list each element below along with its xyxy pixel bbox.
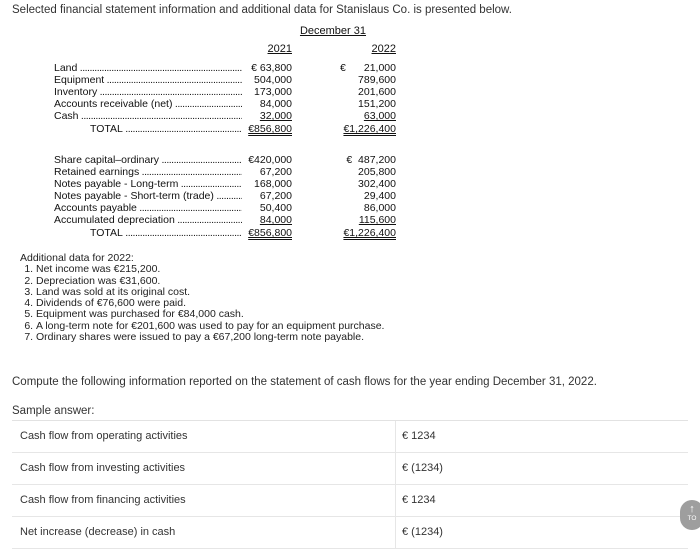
value-2022: 86,000	[363, 202, 396, 214]
sample-label: Sample answer:	[12, 405, 95, 417]
value-2021: 173,000	[254, 86, 292, 98]
row-label: Cash flow from financing activities	[20, 494, 186, 506]
value-2021: 32,000	[259, 110, 292, 122]
value-2021: 504,000	[254, 74, 292, 86]
row-label: Land .....	[54, 62, 242, 74]
value-2022: 789,600	[358, 74, 396, 86]
intro-text: Selected financial statement information and additional data for Stanislaus Co. is presented below.	[12, 4, 512, 16]
equity-row	[0, 190, 700, 202]
sample-answer-table	[12, 420, 688, 549]
total-label: TOTAL .....	[90, 123, 242, 135]
row-label: Notes payable - Long-term .....	[54, 178, 242, 190]
value-2022: € 487,200	[346, 154, 396, 166]
equity-row	[0, 202, 700, 214]
equity-row	[0, 166, 700, 178]
equity-row	[0, 178, 700, 190]
value-2021: 67,200	[259, 166, 292, 178]
column-divider	[395, 453, 396, 484]
scroll-to-top-button[interactable]	[680, 500, 700, 530]
column-divider	[395, 485, 396, 516]
list-item: 1. Net income was €215,200.	[36, 264, 384, 275]
date-header: December 31	[299, 25, 367, 37]
value-2022: 29,400	[363, 190, 396, 202]
table-row	[12, 517, 688, 549]
additional-title: Additional data for 2022:	[20, 252, 134, 264]
list-item: 3. Land was sold at its original cost.	[36, 287, 384, 298]
total-label: TOTAL .....	[90, 227, 242, 239]
value-2022: 302,400	[358, 178, 396, 190]
list-item: 6. A long-term note for €201,600 was used to pay for an equipment purchase.	[36, 321, 384, 332]
row-label: Share capital–ordinary .....	[54, 154, 242, 166]
asset-row	[0, 62, 700, 74]
value-2022: 201,600	[358, 86, 396, 98]
value-2022: 115,600	[358, 214, 396, 226]
list-item: 4. Dividends of €76,600 were paid.	[36, 298, 384, 309]
value-2022: 151,200	[358, 98, 396, 110]
row-label: Accounts receivable (net) .....	[54, 98, 242, 110]
asset-row	[0, 98, 700, 110]
year-2022-header: 2022	[371, 43, 396, 55]
total-2022: €1,226,400	[343, 227, 396, 239]
row-value: € (1234)	[402, 526, 443, 538]
column-divider	[395, 421, 396, 452]
arrow-up-icon: ↑	[689, 503, 695, 515]
table-row	[12, 485, 688, 517]
value-2021: 84,000	[259, 98, 292, 110]
value-2021: 84,000	[259, 214, 292, 226]
row-label: Inventory .....	[54, 86, 242, 98]
value-2022: 205,800	[358, 166, 396, 178]
row-label: Cash flow from operating activities	[20, 430, 188, 442]
row-label: Notes payable - Short-term (trade) .....	[54, 190, 242, 202]
row-label: Accumulated depreciation .....	[54, 214, 242, 226]
value-2021: 50,400	[259, 202, 292, 214]
equity-row	[0, 214, 700, 226]
list-item: 7. Ordinary shares were issued to pay a €67,200 long-term note payable.	[36, 332, 384, 343]
row-label: Cash .....	[54, 110, 242, 122]
additional-data	[20, 253, 384, 343]
table-row	[12, 421, 688, 453]
row-label: Net increase (decrease) in cash	[20, 526, 176, 538]
value-2022: 21,000	[363, 62, 396, 74]
row-label: Accounts payable .....	[54, 202, 242, 214]
currency-symbol: €	[340, 62, 346, 74]
row-value: € 1234	[402, 494, 436, 506]
asset-total-row	[0, 123, 700, 135]
list-item: 5. Equipment was purchased for €84,000 cash.	[36, 309, 384, 320]
value-2021: 67,200	[259, 190, 292, 202]
total-2022: €1,226,400	[343, 123, 396, 135]
value-2021: 168,000	[254, 178, 292, 190]
total-2021: €856,800	[248, 123, 292, 135]
value-2021: € 63,800	[251, 62, 292, 74]
asset-row	[0, 86, 700, 98]
equity-total-row	[0, 227, 700, 239]
asset-row	[0, 110, 700, 122]
row-label: Cash flow from investing activities	[20, 462, 186, 474]
asset-row	[0, 74, 700, 86]
list-item: 2. Depreciation was €31,600.	[36, 276, 384, 287]
additional-list	[20, 264, 384, 343]
question-text: Compute the following information reported on the statement of cash flows for the year ending December 31, 2022.	[12, 376, 597, 388]
year-2021-header: 2021	[267, 43, 292, 55]
value-2021: €420,000	[248, 154, 292, 166]
scroll-top-label: TO	[687, 515, 697, 522]
equity-row	[0, 154, 700, 166]
row-value: € (1234)	[402, 462, 443, 474]
column-divider	[395, 517, 396, 548]
row-label: Equipment .....	[54, 74, 242, 86]
table-row	[12, 453, 688, 485]
total-2021: €856,800	[248, 227, 292, 239]
row-value: € 1234	[402, 430, 436, 442]
value-2022: 63,000	[363, 110, 396, 122]
row-label: Retained earnings .....	[54, 166, 242, 178]
